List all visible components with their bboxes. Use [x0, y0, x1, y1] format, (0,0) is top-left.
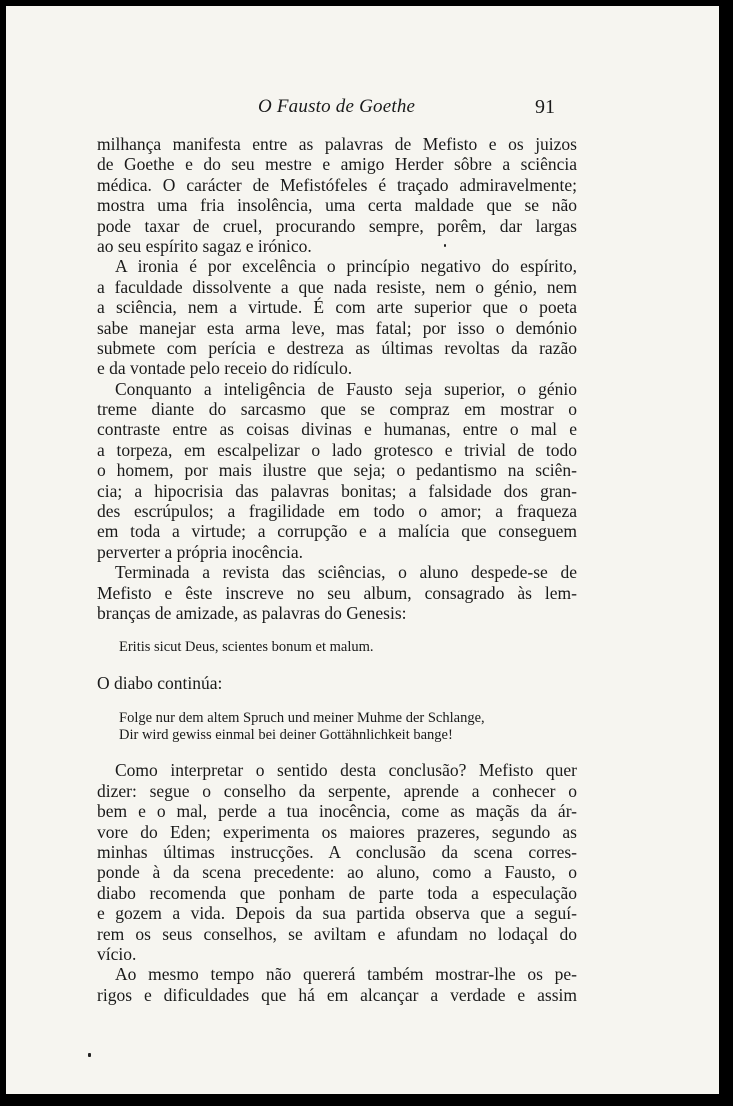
text-line: pode taxar de cruel, procurando sempre, porêm, dar largas: [97, 215, 577, 236]
text-line: treme diante do sarcasmo que se compraz em mostrar o: [97, 399, 577, 420]
ink-speck: [88, 1053, 91, 1057]
paragraph: [97, 256, 577, 378]
text-line: milhança manifesta entre as palavras de Mefisto e os juizos: [97, 134, 577, 154]
text-line: mostra uma fria insolência, uma certa maldade que se não: [97, 195, 577, 216]
text-line: contraste entre as coisas divinas e humanas, entre o mal e: [97, 419, 577, 440]
text-line: A ironia é por excelência o princípio negativo do espírito,: [115, 256, 577, 277]
text-line: des escrúpulos; a fragilidade em todo o amor; a fraqueza: [97, 501, 577, 522]
paragraph: [97, 562, 577, 623]
text-line: ponde à da scena precedente: ao aluno, como a Fausto, o: [97, 862, 577, 883]
text-line: a torpeza, em escalpelizar o lado grotesco e trivial de todo: [97, 439, 577, 460]
text-line: vore do Eden; experimenta os maiores prazeres, segundo as: [97, 821, 577, 842]
text-line: Mefisto e êste inscreve no seu album, consagrado às lem-: [97, 582, 577, 603]
text-line: ao seu espírito sagaz e irónico.: [97, 235, 312, 256]
lead-line: O diabo continúa:: [97, 673, 223, 694]
text-line: Ao mesmo tempo não quererá também mostrar-lhe os pe-: [115, 964, 577, 985]
text-line: o homem, por mais ilustre que seja; o pedantismo na sciên-: [97, 460, 577, 481]
ink-speck: [444, 244, 446, 247]
text-line: Terminada a revista das sciências, o aluno despede-se de: [115, 562, 577, 583]
text-line: sabe manejar esta arma leve, mas fatal; por isso o demónio: [97, 317, 577, 338]
quote-line: Dir wird gewiss einmal bei deiner Gottähnlichkeit bange!: [119, 727, 453, 744]
book-page: [6, 6, 719, 1094]
paragraph: [97, 134, 577, 256]
german-quote: [97, 710, 577, 744]
paragraph: [97, 760, 577, 964]
text-line: rigos e dificuldades que há em alcançar a verdade e assim: [97, 984, 577, 1005]
body-text: [97, 134, 577, 1005]
text-line: minhas últimas instrucções. A conclusão da scena corres-: [97, 841, 577, 862]
paragraph: [97, 379, 577, 563]
text-line: Como interpretar o sentido desta conclusão? Mefisto quer: [115, 760, 577, 781]
text-line: de Goethe e do seu mestre e amigo Herder sôbre a sciência: [97, 154, 577, 175]
page-header: [6, 96, 719, 122]
text-line: dizer: segue o conselho da serpente, aprende a conhecer o: [97, 780, 577, 801]
text-line: cia; a hipocrisia das palavras bonitas; a falsidade dos gran-: [97, 480, 577, 501]
text-line: em toda a virtude; a corrupção e a malícia que conseguem: [97, 521, 577, 542]
text-line: rem os seus conselhos, se aviltam e afundam no lodaçal do: [97, 923, 577, 944]
page-number: 91: [535, 96, 555, 118]
text-line: e da vontade pelo receio do ridículo.: [97, 358, 353, 379]
text-line: Conquanto a inteligência de Fausto seja superior, o génio: [115, 378, 577, 399]
paragraph: [97, 964, 577, 1005]
text-line: submete com perícia e destreza as últimas revoltas da razão: [97, 337, 577, 358]
text-line: perverter a própria inocência.: [97, 541, 303, 562]
text-line: a sciência, nem a virtude. É com arte superior que o poeta: [97, 297, 577, 318]
text-line: bem e o mal, perde a tua inocência, come as maçãs da ár-: [97, 801, 577, 822]
latin-quote: Eritis sicut Deus, scientes bonum et malum.: [119, 639, 374, 656]
text-line: médica. O carácter de Mefistófeles é traçado admiravelmente;: [97, 174, 577, 195]
text-line: branças de amizade, as palavras do Genesis:: [97, 602, 407, 623]
text-line: a faculdade dissolvente a que nada resiste, nem o génio, nem: [97, 276, 577, 297]
running-title: O Fausto de Goethe: [258, 96, 416, 117]
text-line: vício.: [97, 943, 137, 964]
text-line: diabo recomenda que ponham de parte toda a especulação: [97, 882, 577, 903]
text-line: e gozem a vida. Depois da sua partida observa que a seguí-: [97, 903, 577, 924]
quote-line: Folge nur dem altem Spruch und meiner Muhme der Schlange,: [119, 710, 485, 727]
